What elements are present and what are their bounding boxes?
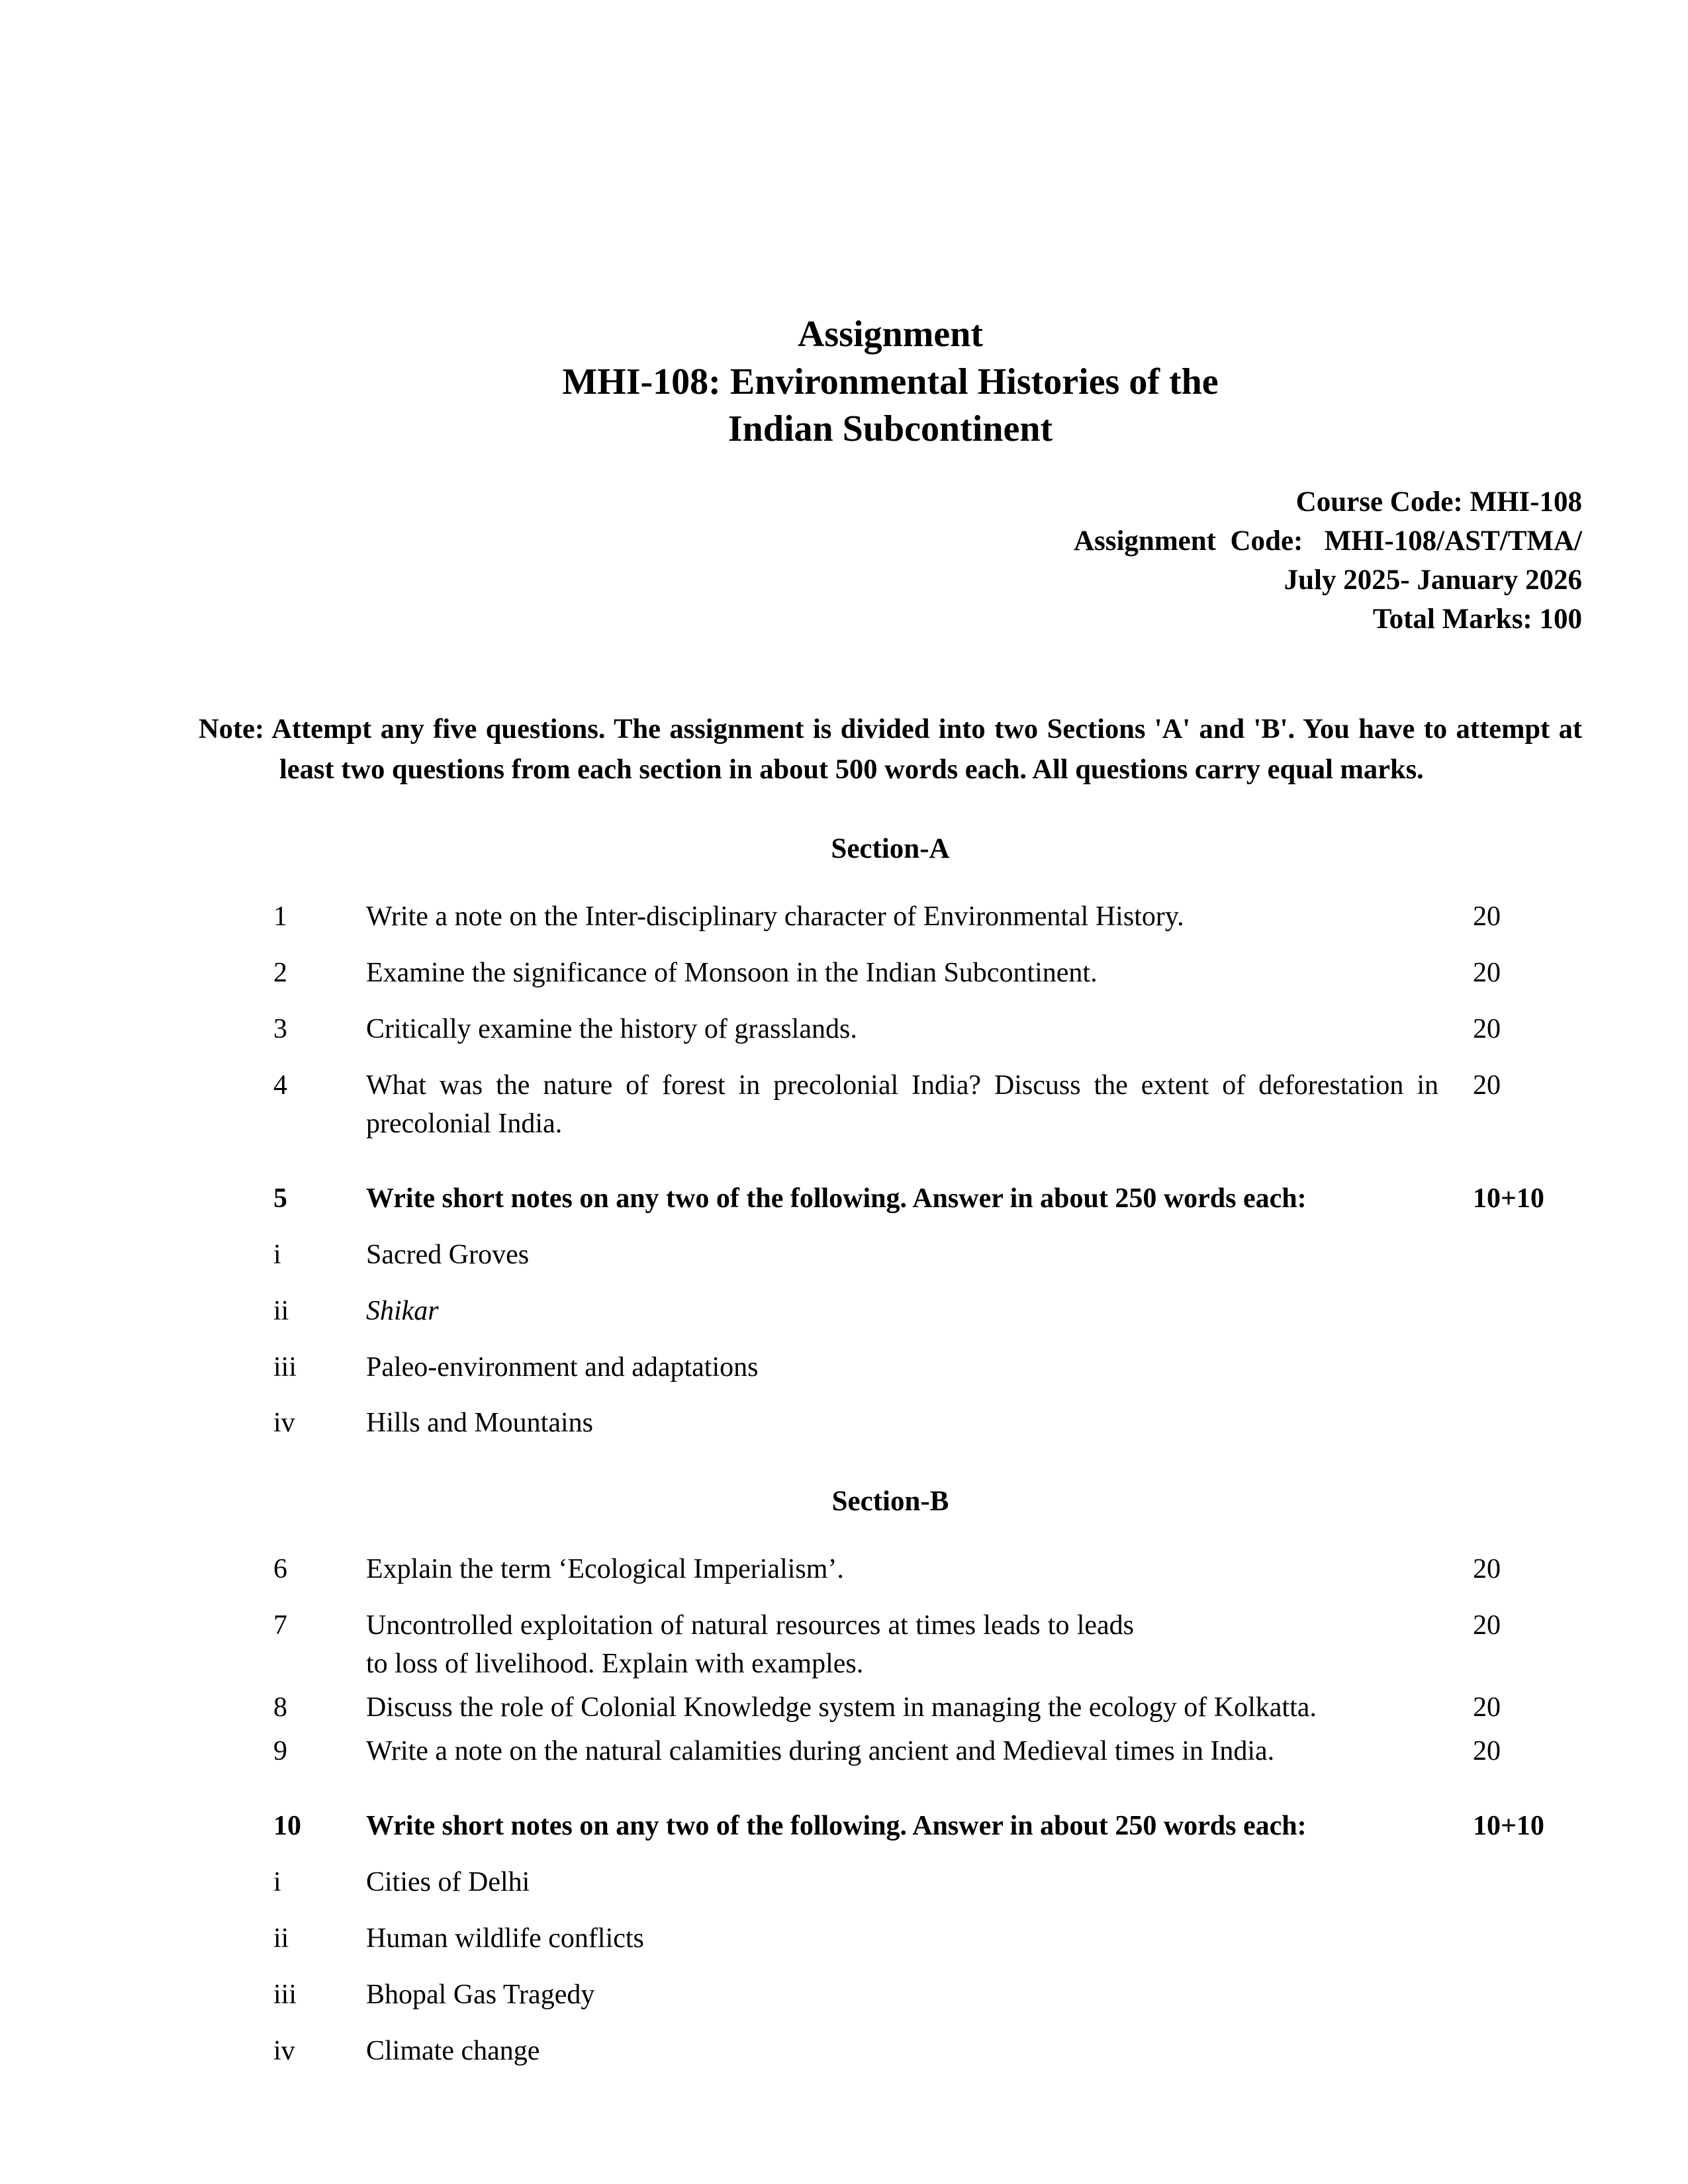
section-a — [199, 833, 1582, 1443]
question-row-10 — [199, 1807, 1582, 1846]
question-row-8 — [199, 1689, 1582, 1727]
question-text: Write a note on the Inter-disciplinary character of Environmental History. — [366, 901, 1184, 932]
question-row-1 — [199, 898, 1582, 936]
question-number: 5 — [273, 1183, 287, 1214]
subitem-number: iv — [273, 1408, 295, 1439]
question-row-5 — [199, 1180, 1582, 1218]
subitem-text: Climate change — [366, 2036, 540, 2066]
subitem-row-a-iv — [199, 1404, 1582, 1443]
question-marks: 20 — [1473, 1554, 1501, 1585]
question-text: What was the nature of forest in precolonial India? Discuss the extent of deforestation in precolonial India. — [366, 1069, 1438, 1139]
question-number: 7 — [273, 1610, 287, 1641]
question-marks: 20 — [1473, 1736, 1501, 1767]
question-row-2 — [199, 954, 1582, 993]
note-label: Note: — [199, 713, 265, 745]
question-marks: 10+10 — [1473, 1811, 1544, 1842]
subitem-text: Cities of Delhi — [366, 1867, 530, 1898]
subitem-text: Bhopal Gas Tragedy — [366, 1979, 595, 2011]
question-text: Write short notes on any two of the following. Answer in about 250 words each: — [366, 1183, 1307, 1214]
subitem-number: i — [273, 1867, 281, 1898]
question-marks: 20 — [1473, 1069, 1501, 1101]
course-meta — [199, 483, 1582, 639]
question-text: Critically examine the history of grasslands. — [366, 1013, 857, 1044]
title-line-3: Indian Subcontinent — [727, 408, 1053, 450]
question-text: Uncontrolled exploitation of natural resources at times leads to leads to loss of livelihood. Explain with examples. — [366, 1610, 1134, 1680]
question-marks: 20 — [1473, 1692, 1501, 1723]
question-number: 8 — [273, 1692, 287, 1723]
question-text: Write a note on the natural calamities during ancient and Medieval times in India. — [366, 1736, 1275, 1767]
document-title — [199, 311, 1582, 453]
question-marks: 20 — [1473, 957, 1501, 988]
subitem-text: Hills and Mountains — [366, 1408, 593, 1439]
subitem-row-b-iii — [199, 1976, 1582, 2015]
question-marks: 20 — [1473, 1610, 1501, 1641]
total-marks: Total Marks: 100 — [1372, 603, 1582, 635]
section-a-heading: Section-A — [831, 833, 950, 864]
note-paragraph — [199, 709, 1582, 790]
subitem-row-a-i — [199, 1236, 1582, 1275]
course-code: Course Code: MHI-108 — [1295, 486, 1582, 518]
question-marks: 20 — [1473, 901, 1501, 932]
question-row-4 — [199, 1067, 1582, 1144]
question-text: Write short notes on any two of the following. Answer in about 250 words each: — [366, 1811, 1307, 1842]
question-number: 2 — [273, 957, 287, 988]
question-number: 4 — [273, 1069, 287, 1101]
subitem-row-b-i — [199, 1864, 1582, 1902]
question-text: Explain the term ‘Ecological Imperialism’. — [366, 1554, 844, 1585]
question-text: Examine the significance of Monsoon in the Indian Subcontinent. — [366, 957, 1098, 988]
question-marks: 20 — [1473, 1013, 1501, 1044]
section-b — [199, 1485, 1582, 2071]
subitem-text: Shikar — [366, 1295, 439, 1326]
subitem-number: iii — [273, 1351, 297, 1383]
subitem-number: ii — [273, 1295, 289, 1326]
note-text: Attempt any five questions. The assignment is divided into two Sections 'A' and 'B'. You have to attempt at least two questions from each section in about 500 words each. All questions carry equal marks. — [271, 713, 1582, 786]
subitem-text: Sacred Groves — [366, 1239, 530, 1270]
subitem-row-a-iii — [199, 1349, 1582, 1387]
subitem-number: ii — [273, 1923, 289, 1954]
section-b-heading: Section-B — [831, 1486, 949, 1518]
question-number: 3 — [273, 1013, 287, 1044]
subitem-number: iii — [273, 1979, 297, 2011]
question-number: 1 — [273, 901, 287, 932]
subitem-text: Paleo-environment and adaptations — [366, 1351, 759, 1383]
subitem-text: Human wildlife conflicts — [366, 1923, 644, 1954]
question-number: 9 — [273, 1736, 287, 1767]
session-dates: July 2025- January 2026 — [1284, 564, 1582, 596]
question-row-9 — [199, 1733, 1582, 1771]
question-text: Discuss the role of Colonial Knowledge system in managing the ecology of Kolkatta. — [366, 1692, 1317, 1723]
subitem-number: iv — [273, 2036, 295, 2066]
subitem-row-a-ii — [199, 1293, 1582, 1331]
question-row-6 — [199, 1551, 1582, 1589]
title-line-1: Assignment — [797, 314, 984, 355]
question-row-3 — [199, 1011, 1582, 1049]
question-number: 10 — [273, 1811, 301, 1842]
assignment-code: Assignment Code: MHI-108/AST/TMA/ — [1073, 525, 1582, 557]
subitem-row-b-ii — [199, 1920, 1582, 1958]
question-number: 6 — [273, 1554, 287, 1585]
question-row-7 — [199, 1607, 1582, 1684]
title-line-2: MHI-108: Environmental Histories of the — [562, 361, 1219, 402]
question-marks: 10+10 — [1473, 1183, 1544, 1214]
subitem-number: i — [273, 1239, 281, 1270]
subitem-row-b-iv — [199, 2032, 1582, 2071]
